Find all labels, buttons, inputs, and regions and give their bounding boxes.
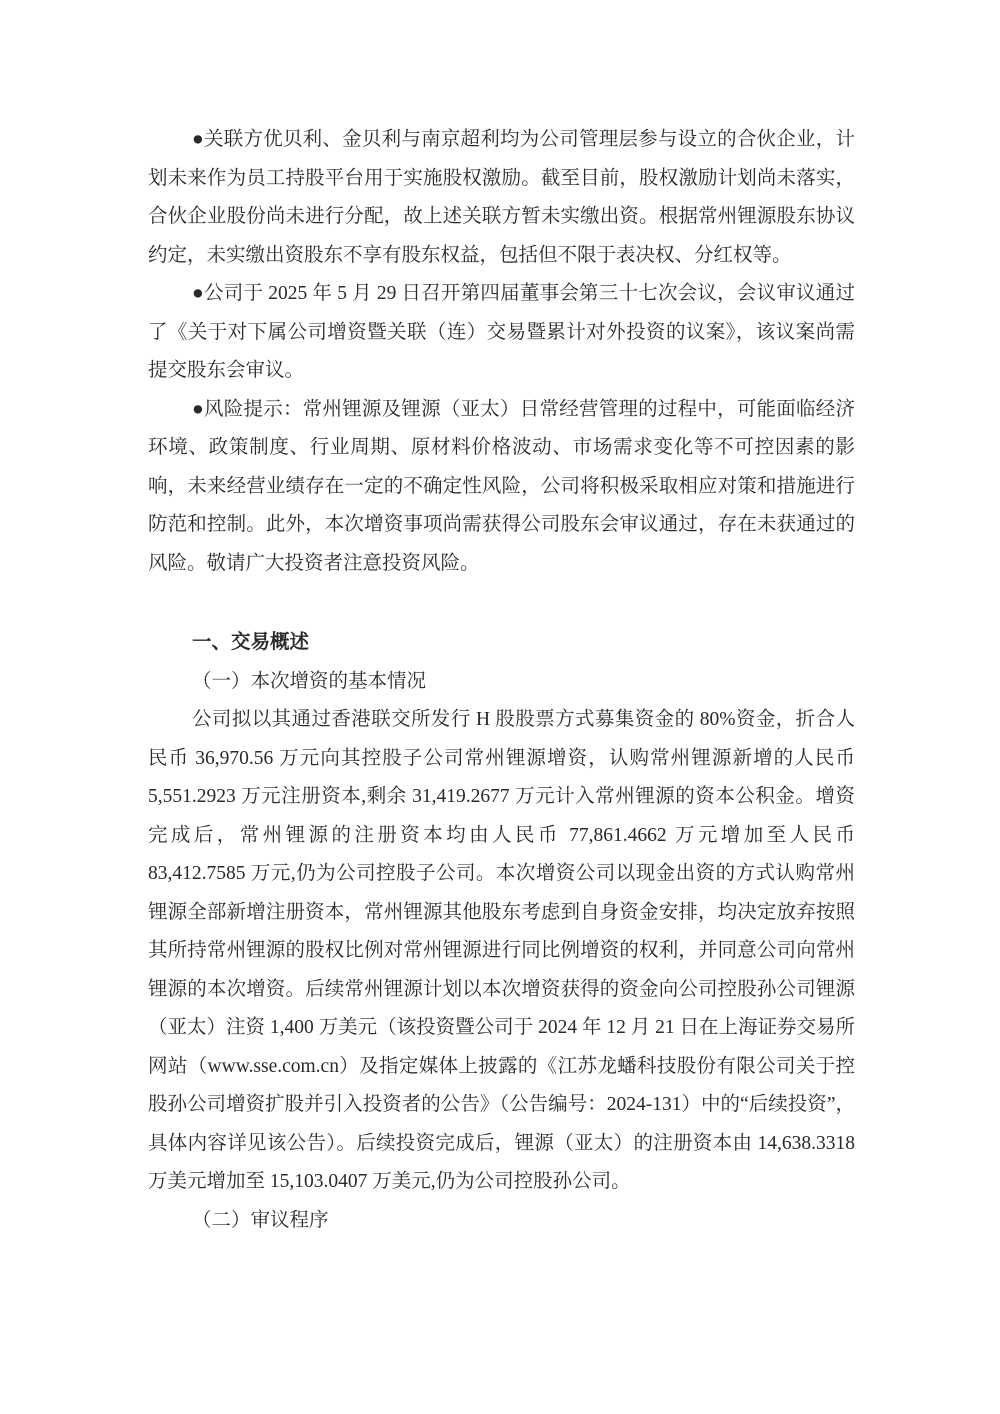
section-heading-transaction-overview: 一、交易概述 <box>192 632 310 653</box>
paragraph-risk-notice: ●风险提示：常州锂源及锂源（亚太）日常经营管理的过程中，可能面临经济环境、政策制度、行业周期、原材料价格波动、市场需求变化等不可控因素的影响，未来经营业绩存在一定的不确定性风险，公司将积极采取相应对策和措施进行防范和控制。此外，本次增资事项尚需获得公司股东会审议通过，存在未获通过的风险。敬请广大投资者注意投资风险。 <box>148 398 855 574</box>
paragraph-board-meeting: ●公司于 2025 年 5 月 29 日召开第四届董事会第三十七次会议，会议审议通过了《关于对下属公司增资暨关联（连）交易暨累计对外投资的议案》，该议案尚需提交股东会审议。 <box>148 283 855 381</box>
subsection-heading-review-procedure: （二）审议程序 <box>192 1209 329 1231</box>
subsection-heading-basic-info: （一）本次增资的基本情况 <box>192 670 427 692</box>
paragraph-capital-increase-details: 公司拟以其通过香港联交所发行 H 股股票方式募集资金的 80%资金，折合人民币 36,970.56 万元向其控股子公司常州锂源增资，认购常州锂源新增的人民币 5,551.2923 万元注册资本,剩余 31,419.2677 万元计入常州锂源的资本公积金。增资完成后，常州锂源的注册资本均由人民币 77,861.4662 万元增加至人民币 83,412.7585 万元,仍为公司控股子公司。本次增资公司以现金出资的方式认购常州锂源全部新增注册资本，常州锂源其他股东考虑到自身资金安排，均决定放弃按照其所持常州锂源的股权比例对常州锂源进行同比例增资的权利，并同意公司向常州锂源的本次增资。后续常州锂源计划以本次增资获得的资金向公司控股孙公司锂源（亚太）注资 1,400 万美元（该投资暨公司于 2024 年 12 月 21 日在上海证券交易所网站（www.sse.com.cn）及指定媒体上披露的《江苏龙蟠科技股份有限公司关于控股孙公司增资扩股并引入投资者的公告》（公告编号：2024-131）中的“后续投资”，具体内容详见该公告）。后续投资完成后，锂源（亚太）的注册资本由 14,638.3318 万美元增加至 15,103.0407 万美元,仍为公司控股孙公司。 <box>148 709 855 1192</box>
paragraph-related-parties: ●关联方优贝利、金贝利与南京超利均为公司管理层参与设立的合伙企业，计划未来作为员工持股平台用于实施股权激励。截至目前，股权激励计划尚未落实，合伙企业股份尚未进行分配，故上述关联方暂未实缴出资。根据常州锂源股东协议约定，未实缴出资股东不享有股东权益，包括但不限于表决权、分红权等。 <box>148 129 855 266</box>
